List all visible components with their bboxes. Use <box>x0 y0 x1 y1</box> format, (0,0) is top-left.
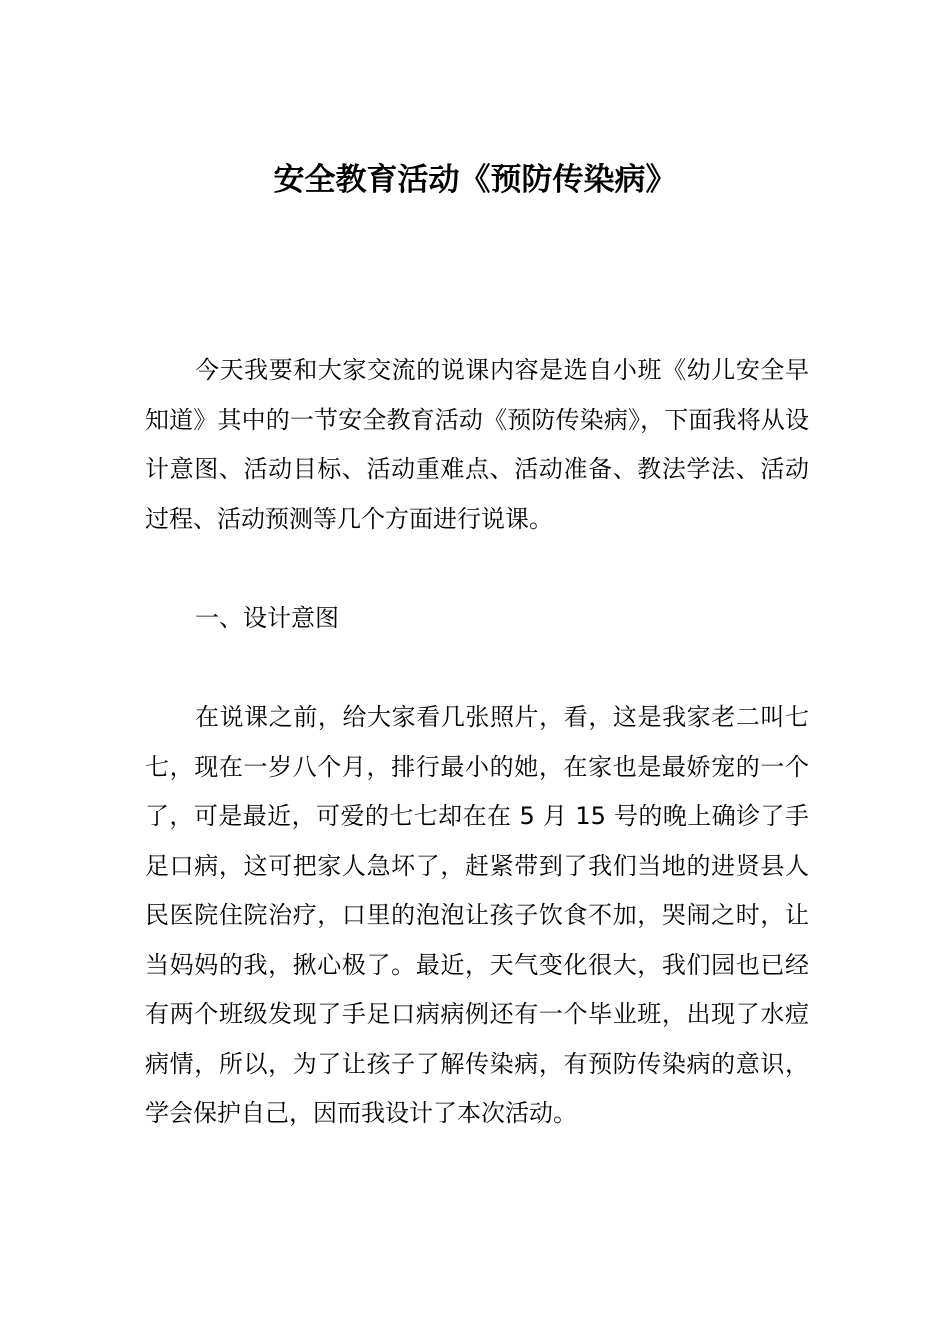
document-title: 安全教育活动《预防传染病》 <box>273 162 677 198</box>
design-intent-paragraph: 在说课之前，给大家看几张照片，看，这是我家老二叫七七，现在一岁八个月，排行最小的她，在家也是最娇宠的一个了，可是最近，可爱的七七却在在 5 月 15 号的晚上确诊了手足口病，这可把家人急坏了，赶紧带到了我们当地的进贤县人民医院住院治疗，口里的泡泡让孩子饮食不加，哭闹之时，让当妈妈的我，揪心极了。最近，天气变化很大，我们园也已经有两个班级发现了手足口病病例还有一个毕业班，出现了水痘病情，所以，为了让孩子了解传染病，有预防传染病的意识，学会保护自己，因而我设计了本次活动。 <box>145 703 809 1127</box>
intro-paragraph: 今天我要和大家交流的说课内容是选自小班《幼儿安全早知道》其中的一节安全教育活动《预防传染病》，下面我将从设计意图、活动目标、活动重难点、活动准备、教法学法、活动过程、活动预测等几个方面进行说课。 <box>145 356 809 533</box>
section-heading-design-intent: 一、设计意图 <box>195 604 339 632</box>
